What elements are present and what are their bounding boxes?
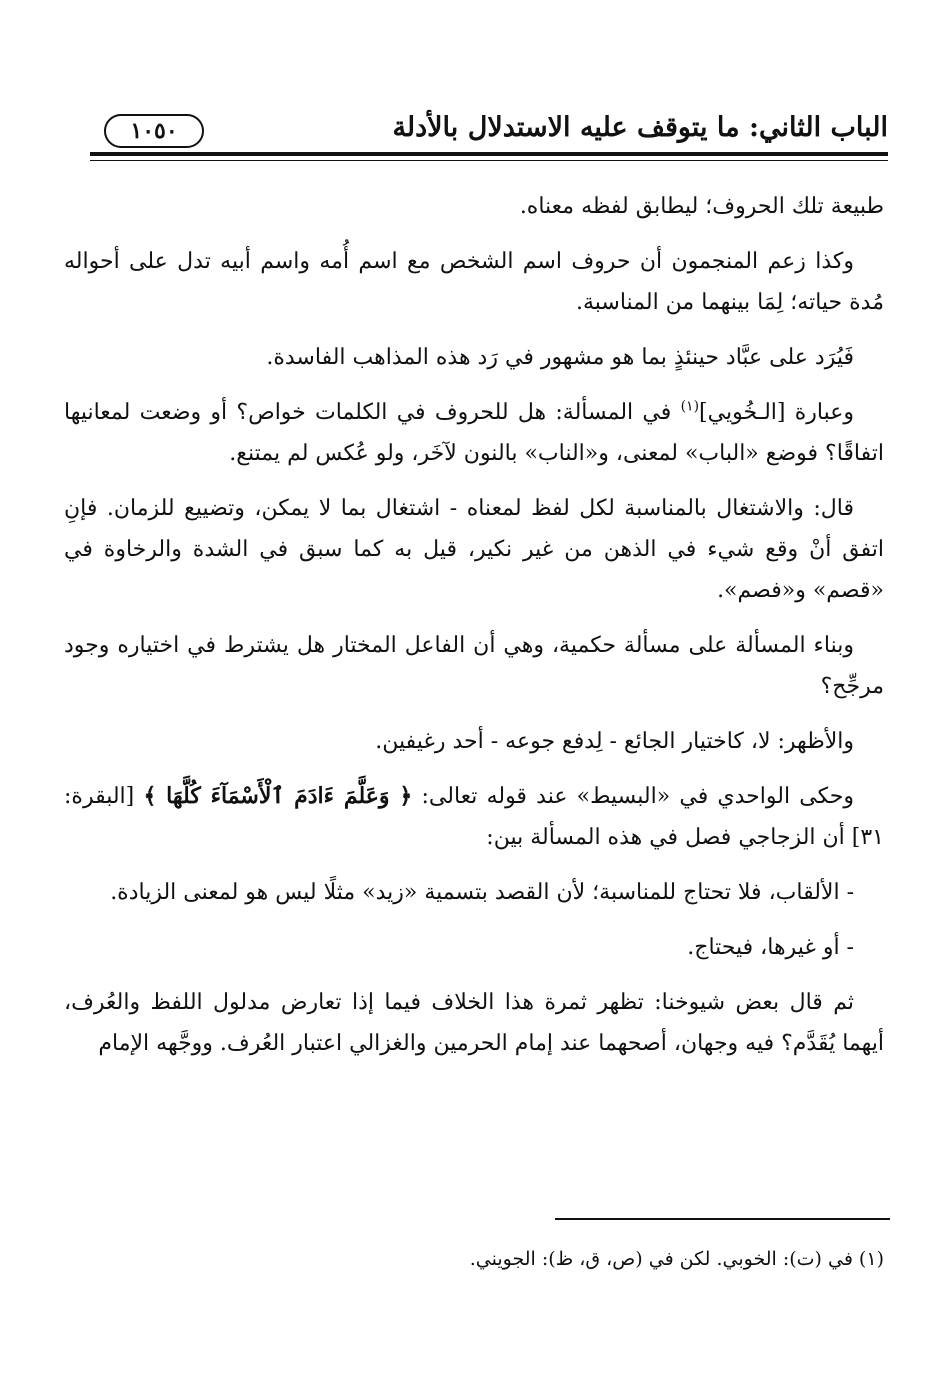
paragraph-text: في المسألة: هل للحروف في الكلمات خواص؟ أو وضعت لمعانيها اتفاقًا؟ فوضع «الباب» لمعنى، و«الناب» بالنون لآخَر، ولو عُكس لم يمتنع. — [64, 400, 884, 466]
list-item: - أو غيرها، فيحتاج. — [687, 935, 854, 960]
header-rule-thick — [90, 152, 888, 156]
list-item: - الألقاب، فلا تحتاج للمناسبة؛ لأن القصد بتسمية «زيد» مثلًا ليس هو لمعنى الزيادة. — [110, 880, 854, 905]
paragraph: فَيُرَد على عبَّاد حينئذٍ بما هو مشهور في رَد هذه المذاهب الفاسدة. — [266, 345, 854, 370]
paragraph-wahidi — [64, 776, 884, 858]
paragraph: طبيعة تلك الحروف؛ ليطابق لفظه معناه. — [519, 194, 884, 219]
footnote-separator — [555, 1218, 890, 1220]
page-number: ١٠٥٠ — [104, 114, 204, 148]
paragraph: والأظهر: لا، كاختيار الجائع - لِدفع جوعه - أحد رغيفين. — [375, 729, 854, 754]
paragraph-text: [البقرة: ٣١] أن الزجاجي فصل في هذه المسألة بين: — [64, 784, 884, 850]
main-text — [64, 186, 884, 1078]
footnote-ref[interactable]: (١) — [680, 398, 700, 415]
paragraph: وبناء المسألة على مسألة حكمية، وهي أن الفاعل المختار هل يشترط في اختياره وجود مرجِّح؟ — [64, 633, 884, 699]
paragraph-text: وعبارة [الـخُويي] — [699, 400, 854, 425]
paragraph: قال: والاشتغال بالمناسبة لكل لفظ لمعناه - اشتغال بما لا يمكن، وتضييع للزمان. فإنِ اتفق أنْ وقع شيء في الذهن من غير نكير، قيل به كما سبق في الشدة والرخاوة في «قصم» و«فصم». — [64, 496, 884, 603]
quran-verse: ﴿ وَعَلَّمَ ءَادَمَ ٱلْأَسْمَآءَ كُلَّهَا ﴾ — [143, 783, 413, 809]
chapter-title: الباب الثاني: ما يتوقف عليه الاستدلال بالأدلة — [392, 112, 888, 143]
paragraph: ثم قال بعض شيوخنا: تظهر ثمرة هذا الخلاف فيما إذا تعارض مدلول اللفظ والعُرف، أيهما يُقَدَّم؟ فيه وجهان، أصحهما عند إمام الحرمين والغزالي اعتبار العُرف. ووجَّهه الإمام — [64, 990, 884, 1056]
paragraph-khuwayy — [64, 392, 884, 474]
paragraph-text: وحكى الواحدي في «البسيط» عند قوله تعالى: — [412, 784, 854, 809]
running-header — [90, 108, 888, 156]
paragraph: وكذا زعم المنجمون أن حروف اسم الشخص مع اسم أُمه واسم أبيه تدل على أحواله مُدة حياته؛ لِمَا بينهما من المناسبة. — [64, 249, 884, 315]
header-rule-thin — [90, 160, 888, 161]
footnote: (١) في (ت): الخوبي. لكن في (ص، ق، ظ): الجويني. — [469, 1248, 884, 1270]
